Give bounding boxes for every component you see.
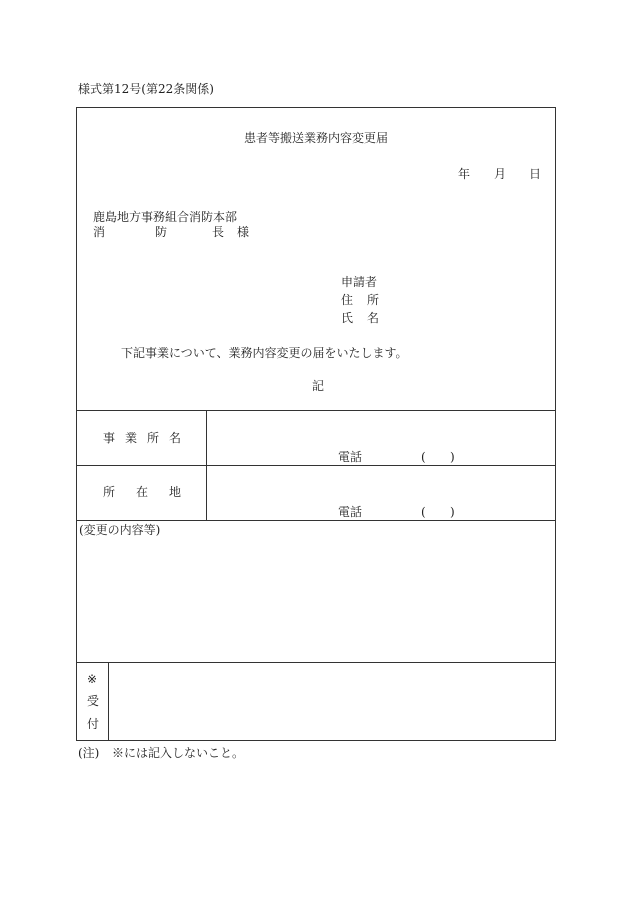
address-char: 所 — [367, 293, 380, 307]
footnote-label: (注) — [78, 746, 100, 760]
chief-char: 防 — [155, 225, 168, 239]
label-char: 名 — [168, 431, 181, 445]
date-month: 月 — [494, 167, 507, 181]
applicant-label: 申請者 — [341, 275, 378, 289]
reception-mark: ※ — [87, 672, 98, 686]
table-top-line — [77, 410, 555, 411]
applicant-name-label — [341, 311, 380, 325]
footnote — [78, 746, 245, 760]
applicant-address-label — [341, 293, 380, 307]
business-phone-paren-close: ) — [450, 450, 455, 464]
form-frame — [76, 107, 556, 741]
footnote-text: ※には記入しないこと。 — [112, 746, 245, 760]
business-phone-paren-open: ( — [421, 450, 426, 464]
label-char: 事 — [103, 431, 116, 445]
ki-label: 記 — [312, 379, 325, 393]
reception-divider — [108, 662, 109, 740]
change-contents-label: (変更の内容等) — [79, 523, 161, 537]
body-text: 下記事業について、業務内容変更の届をいたします。 — [121, 346, 408, 360]
name-char: 氏 — [341, 311, 354, 325]
name-char: 名 — [367, 311, 380, 325]
reception-char: 受 — [87, 694, 100, 708]
row-divider — [77, 520, 555, 521]
address-char: 住 — [341, 293, 354, 307]
label-char: 所 — [146, 431, 159, 445]
addressee-organization: 鹿島地方事務組合消防本部 — [93, 210, 238, 224]
chief-char: 長 — [212, 225, 225, 239]
form-number: 様式第12号(第22条関係) — [78, 82, 214, 96]
reception-char: 付 — [87, 717, 100, 731]
row-divider — [77, 465, 555, 466]
date-day: 日 — [529, 167, 542, 181]
label-char: 業 — [124, 431, 137, 445]
chief-char: 消 — [93, 225, 106, 239]
business-name-label — [103, 432, 181, 444]
form-title: 患者等搬送業務内容変更届 — [243, 131, 388, 145]
label-char: 所 — [103, 485, 116, 499]
business-phone-label: 電話 — [338, 450, 363, 464]
location-label — [103, 486, 181, 498]
row-divider — [77, 662, 555, 663]
location-phone-label: 電話 — [338, 505, 363, 519]
location-phone-paren-open: ( — [421, 505, 426, 519]
label-char: 在 — [135, 485, 148, 499]
label-char: 地 — [168, 485, 181, 499]
date-year: 年 — [458, 167, 471, 181]
location-phone-paren-close: ) — [450, 505, 455, 519]
chief-char: 様 — [237, 225, 250, 239]
